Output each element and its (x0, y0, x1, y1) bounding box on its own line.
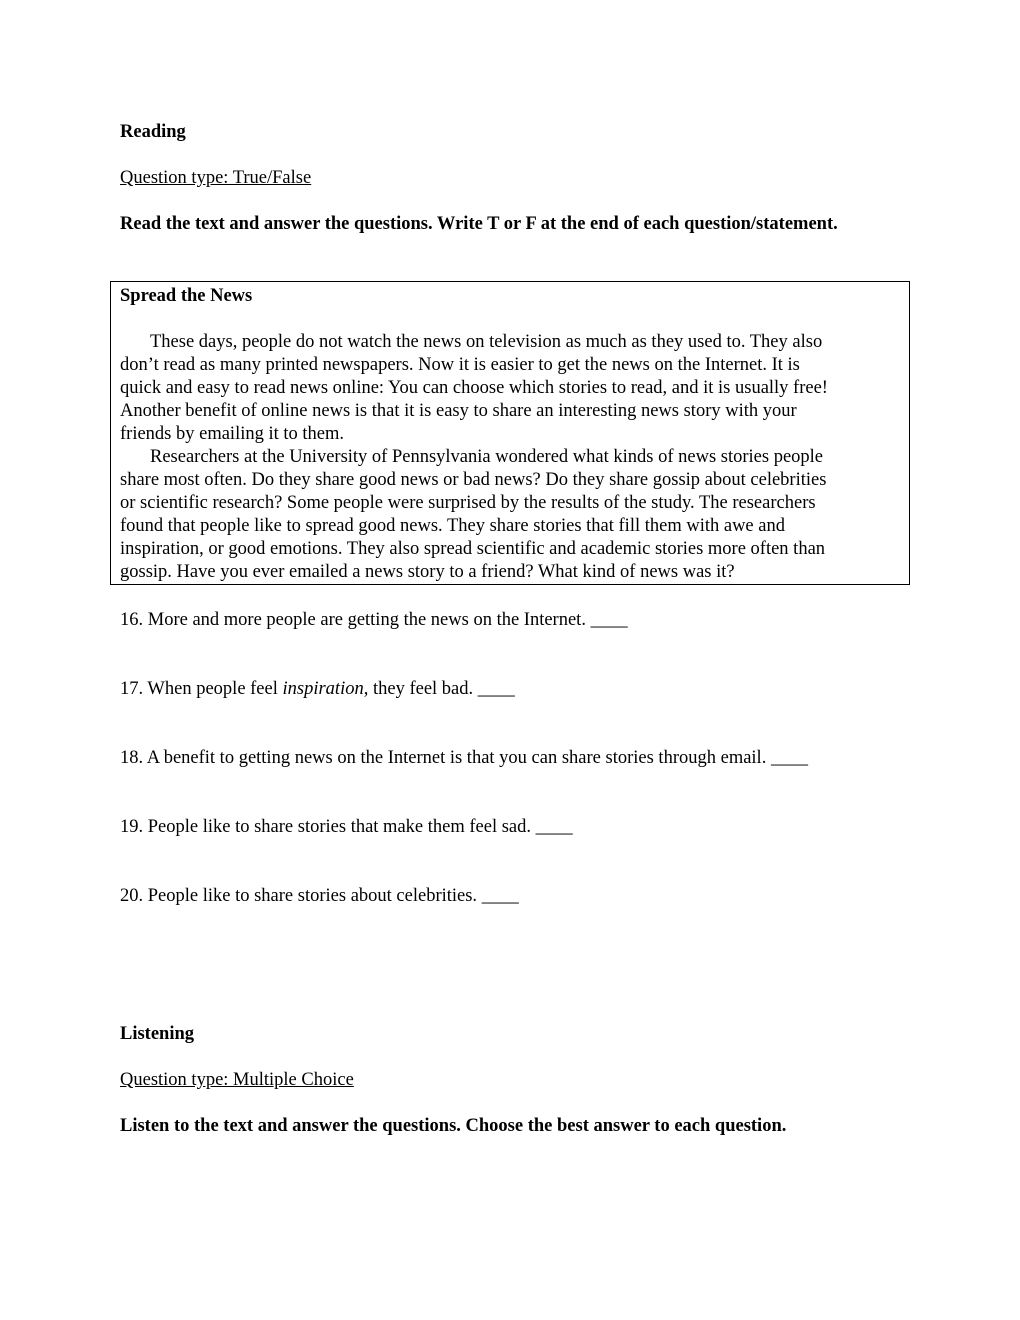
question-text: 20. People like to share stories about celebrities. (120, 886, 482, 906)
passage-line: gossip. Have you ever emailed a news story to a friend? What kind of news was it? (120, 562, 735, 582)
listening-instructions: Listen to the text and answer the questions. Choose the best answer to each question. (120, 1116, 787, 1136)
question-17 (120, 678, 515, 701)
listening-heading: Listening (120, 1024, 195, 1044)
passage-line: friends by emailing it to them. (120, 424, 345, 444)
passage-line: don’t read as many printed newspapers. Now it is easier to get the news on the Internet. It is (120, 355, 800, 375)
listening-question-type: Question type: Multiple Choice (120, 1070, 354, 1090)
answer-blank[interactable]: ____ (770, 748, 808, 768)
answer-blank[interactable]: ____ (481, 886, 519, 906)
question-20 (120, 885, 519, 908)
question-text: 16. More and more people are getting the news on the Internet. (120, 610, 591, 630)
question-text: 17. When people feel (120, 679, 283, 699)
answer-blank[interactable]: ____ (535, 817, 573, 837)
passage-line: share most often. Do they share good news or bad news? Do they share gossip about celebrities (120, 470, 827, 490)
passage-line: found that people like to spread good news. They share stories that fill them with awe and (120, 516, 785, 536)
question-text: 19. People like to share stories that make them feel sad. (120, 817, 536, 837)
question-19 (120, 816, 573, 839)
passage-line: or scientific research? Some people were surprised by the results of the study. The researchers (120, 493, 816, 513)
answer-blank[interactable]: ____ (590, 610, 628, 630)
reading-instructions: Read the text and answer the questions. Write T or F at the end of each question/statement. (120, 214, 838, 234)
passage-box (110, 281, 910, 585)
passage-line: Researchers at the University of Pennsylvania wondered what kinds of news stories people (150, 447, 824, 467)
passage-title: Spread the News (120, 286, 253, 306)
passage-line: Another benefit of online news is that it is easy to share an interesting news story with your (120, 401, 797, 421)
reading-question-type: Question type: True/False (120, 168, 312, 188)
question-18 (120, 747, 808, 770)
question-italic: inspiration (282, 679, 364, 699)
question-text: , they feel bad. (363, 679, 478, 699)
question-16 (120, 609, 628, 632)
passage-line: These days, people do not watch the news on television as much as they used to. They also (150, 332, 823, 352)
passage-line: quick and easy to read news online: You can choose which stories to read, and it is usually free! (120, 378, 828, 398)
reading-heading: Reading (120, 122, 186, 142)
question-text: 18. A benefit to getting news on the Internet is that you can share stories through email. (120, 748, 771, 768)
passage-line: inspiration, or good emotions. They also spread scientific and academic stories more often than (120, 539, 826, 559)
answer-blank[interactable]: ____ (477, 679, 515, 699)
